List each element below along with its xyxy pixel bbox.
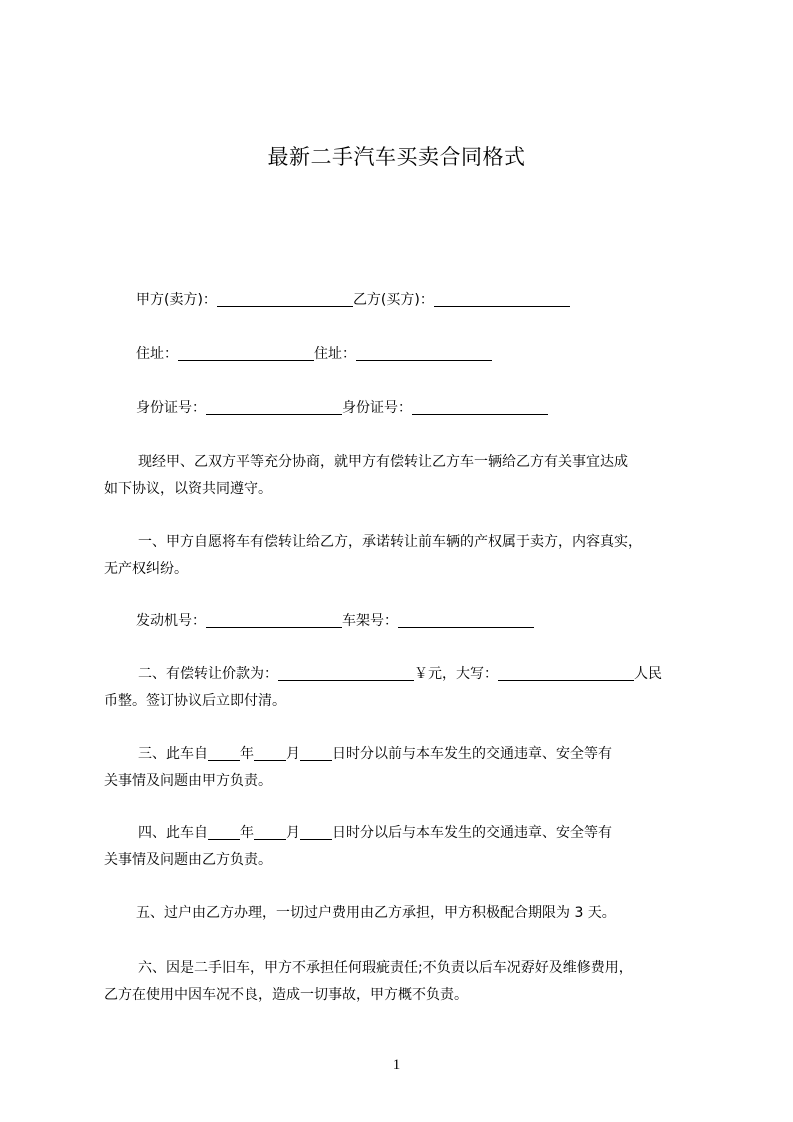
clause-6-line-2: 乙方在使用中因车况不良，造成一切事故，甲方概不负责。 — [104, 987, 468, 1003]
clause-4-day-blank — [300, 823, 332, 840]
clause-3-month-blank — [254, 744, 286, 761]
seller-address-label: 住址： — [136, 346, 178, 362]
clause-3-year-blank — [208, 744, 240, 761]
seller-id-label: 身份证号： — [136, 400, 206, 416]
clause-2-prefix: 二、有偿转让价款为： — [138, 666, 278, 682]
clause-4-line-2: 关事情及问题由乙方负责。 — [104, 852, 272, 868]
seller-label: 甲方(卖方)： — [136, 292, 217, 308]
clause-3-suffix: 日时分以前与本车发生的交通违章、安全等有 — [332, 746, 612, 762]
clause-1 — [104, 529, 704, 583]
seller-id-blank — [206, 398, 342, 415]
clause-3-line-2: 关事情及问题由甲方负责。 — [104, 773, 272, 789]
clause-5 — [136, 900, 616, 927]
clause-4-month: 月 — [286, 825, 300, 841]
party-line — [136, 287, 570, 314]
page-number: 1 — [392, 1057, 401, 1073]
clause-3-month: 月 — [286, 746, 300, 762]
price-words-blank — [498, 664, 634, 681]
clause-4 — [104, 820, 704, 874]
vehicle-line — [136, 608, 534, 635]
clause-4-year-blank — [208, 823, 240, 840]
buyer-id-blank — [412, 398, 548, 415]
buyer-address-blank — [356, 344, 492, 361]
document-title: 最新二手汽车买卖合同格式 — [267, 145, 526, 169]
intro-line-2: 如下协议，以资共同遵守。 — [104, 481, 272, 497]
clause-4-month-blank — [254, 823, 286, 840]
clause-2-line-1 — [104, 661, 704, 688]
buyer-name-blank — [434, 290, 570, 307]
engine-number-blank — [206, 611, 342, 628]
clause-1-line-2: 无产权纠纷。 — [104, 561, 188, 577]
buyer-label: 乙方(买方)： — [352, 292, 434, 308]
id-line — [136, 395, 548, 422]
engine-number-label: 发动机号： — [136, 613, 206, 629]
clause-2-line-2: 币整。签订协议后立即付清。 — [104, 693, 286, 709]
clause-2-middle: ￥元，大写： — [414, 666, 498, 682]
clause-4-line-1 — [104, 820, 704, 847]
buyer-address-label: 住址： — [314, 346, 356, 362]
clause-2 — [104, 661, 704, 715]
frame-number-label: 车架号： — [342, 613, 398, 629]
clause-2-suffix: 人民 — [634, 666, 662, 682]
seller-address-blank — [178, 344, 314, 361]
clause-3-year: 年 — [240, 746, 254, 762]
clause-5-line-1: 五、过户由乙方办理，一切过户费用由乙方承担，甲方积极配合期限为 3 天。 — [136, 905, 616, 921]
intro-line-1: 现经甲、乙双方平等充分协商，就甲方有偿转让乙方车一辆给乙方有关事宜达成 — [138, 454, 628, 470]
clause-1-line-1: 一、甲方自愿将车有偿转让给乙方，承诺转让前车辆的产权属于卖方，内容真实， — [138, 534, 642, 550]
clause-4-suffix: 日时分以后与本车发生的交通违章、安全等有 — [332, 825, 612, 841]
clause-3-line-1 — [104, 741, 704, 768]
clause-3-day-blank — [300, 744, 332, 761]
frame-number-blank — [398, 611, 534, 628]
clause-6 — [104, 955, 704, 1009]
clause-4-prefix: 四、此车自 — [138, 825, 208, 841]
seller-name-blank — [217, 290, 353, 307]
intro-paragraph — [104, 449, 704, 503]
price-number-blank — [278, 664, 414, 681]
buyer-id-label: 身份证号： — [342, 400, 412, 416]
clause-4-year: 年 — [240, 825, 254, 841]
clause-3 — [104, 741, 704, 795]
clause-6-line-1: 六、因是二手旧车，甲方不承担任何瑕疵责任;不负责以后车况孬好及维修费用， — [138, 960, 633, 976]
address-line — [136, 341, 492, 368]
clause-3-prefix: 三、此车自 — [138, 746, 208, 762]
